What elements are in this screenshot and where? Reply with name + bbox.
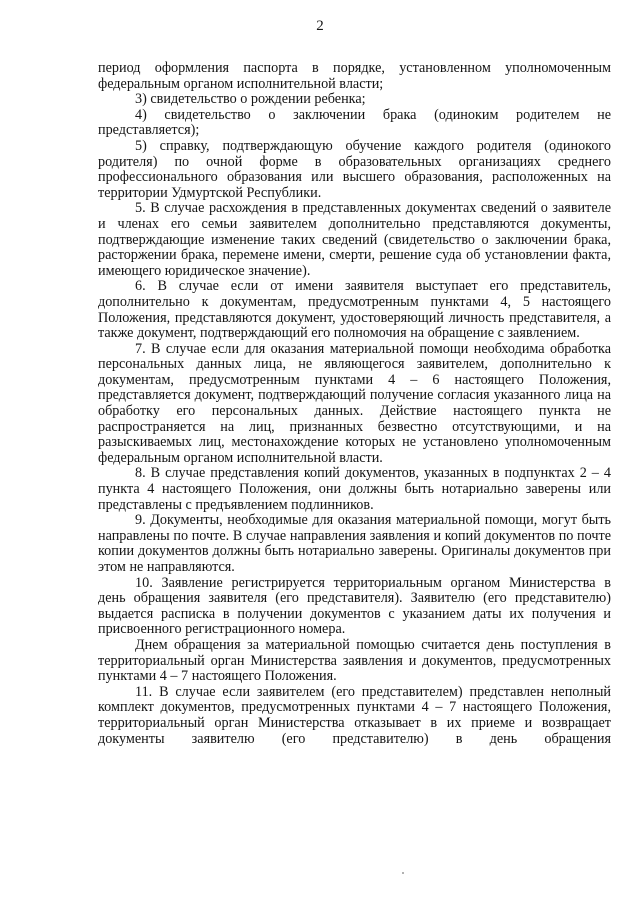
paragraph-item-7: 7. В случае если для оказания материальной помощи необходима обработка персональных данных лица, не являющегося заявителем, дополнительно к документам, предусмотренным пунктами 4 – 6 настоящего Положения, представляется документ, подтверждающий получение согласия указанного лица на обработку его персональных данных. Действие настоящего пункта не распространяется на лиц, признанных безвестно отсутствующими, и на разыскиваемых лиц, местонахождение которых не установлено уполномоченным федеральным органом исполнительной власти. (98, 340, 611, 466)
document-body (98, 61, 611, 747)
list-item-study-certificate: 5) справку, подтверждающую обучение каждого родителя (одинокого родителя) по очной форме в образовательных организациях среднего профессионального образования или высшего образования, расположенных на территории Удмуртской Республики. (98, 137, 611, 201)
paragraph-item-8: 8. В случае представления копий документов, указанных в подпунктах 2 – 4 пункта 4 настоящего Положения, они должны быть нотариально заверены или представлены с предъявлением подлинников. (98, 465, 611, 513)
paragraph-item-9: 9. Документы, необходимые для оказания материальной помощи, могут быть направлены по почте. В случае направления заявления и копий документов по почте копии документов должны быть нотариально заверены. Оригиналы документов при этом не направляются. (98, 512, 611, 575)
page-number: 2 (316, 18, 324, 34)
paragraph-item-10: 10. Заявление регистрируется территориальным органом Министерства в день обращения заявителя (его представителя). Заявителю (его представителю) выдается расписка в получении документов с указанием даты их получения и присвоенного регистрационного номера. (98, 574, 611, 638)
paragraph-item-5: 5. В случае расхождения в представленных документах сведений о заявителе и членах его семьи заявителем дополнительно представляются документы, подтверждающие изменение таких сведений (свидетельство о заключении брака, расторжении брака, перемене имени, смерти, решение суда об установлении факта, имеющего юридическое значение). (98, 200, 611, 279)
paragraph-application-day: Днем обращения за материальной помощью считается день поступления в территориальный орган Министерства заявления и документов, предусмотренных пунктами 4 – 7 настоящего Положения. (98, 636, 611, 685)
list-item-marriage-certificate: 4) свидетельство о заключении брака (одиноким родителем не представляется); (98, 106, 611, 139)
paragraph-item-11: 11. В случае если заявителем (его представителем) представлен неполный комплект документов, предусмотренных пунктами 4 – 7 настоящего Положения, территориальный орган Министерства отказывает в их приеме и возвращает документы заявителю (его представителю) в день обращения (98, 683, 611, 747)
paragraph-passport-period: период оформления паспорта в порядке, установленном уполномоченным федеральным органом исполнительной власти; (98, 60, 611, 92)
list-item-birth-certificate: 3) свидетельство о рождении ребенка; (135, 91, 366, 108)
scan-speck (402, 872, 404, 874)
paragraph-item-6: 6. В случае если от имени заявителя выступает его представитель, дополнительно к документам, предусмотренным пунктами 4, 5 настоящего Положения, представляются документ, удостоверяющий личность представителя, а также документ, подтверждающий его полномочия на обращение с заявлением. (98, 278, 611, 342)
